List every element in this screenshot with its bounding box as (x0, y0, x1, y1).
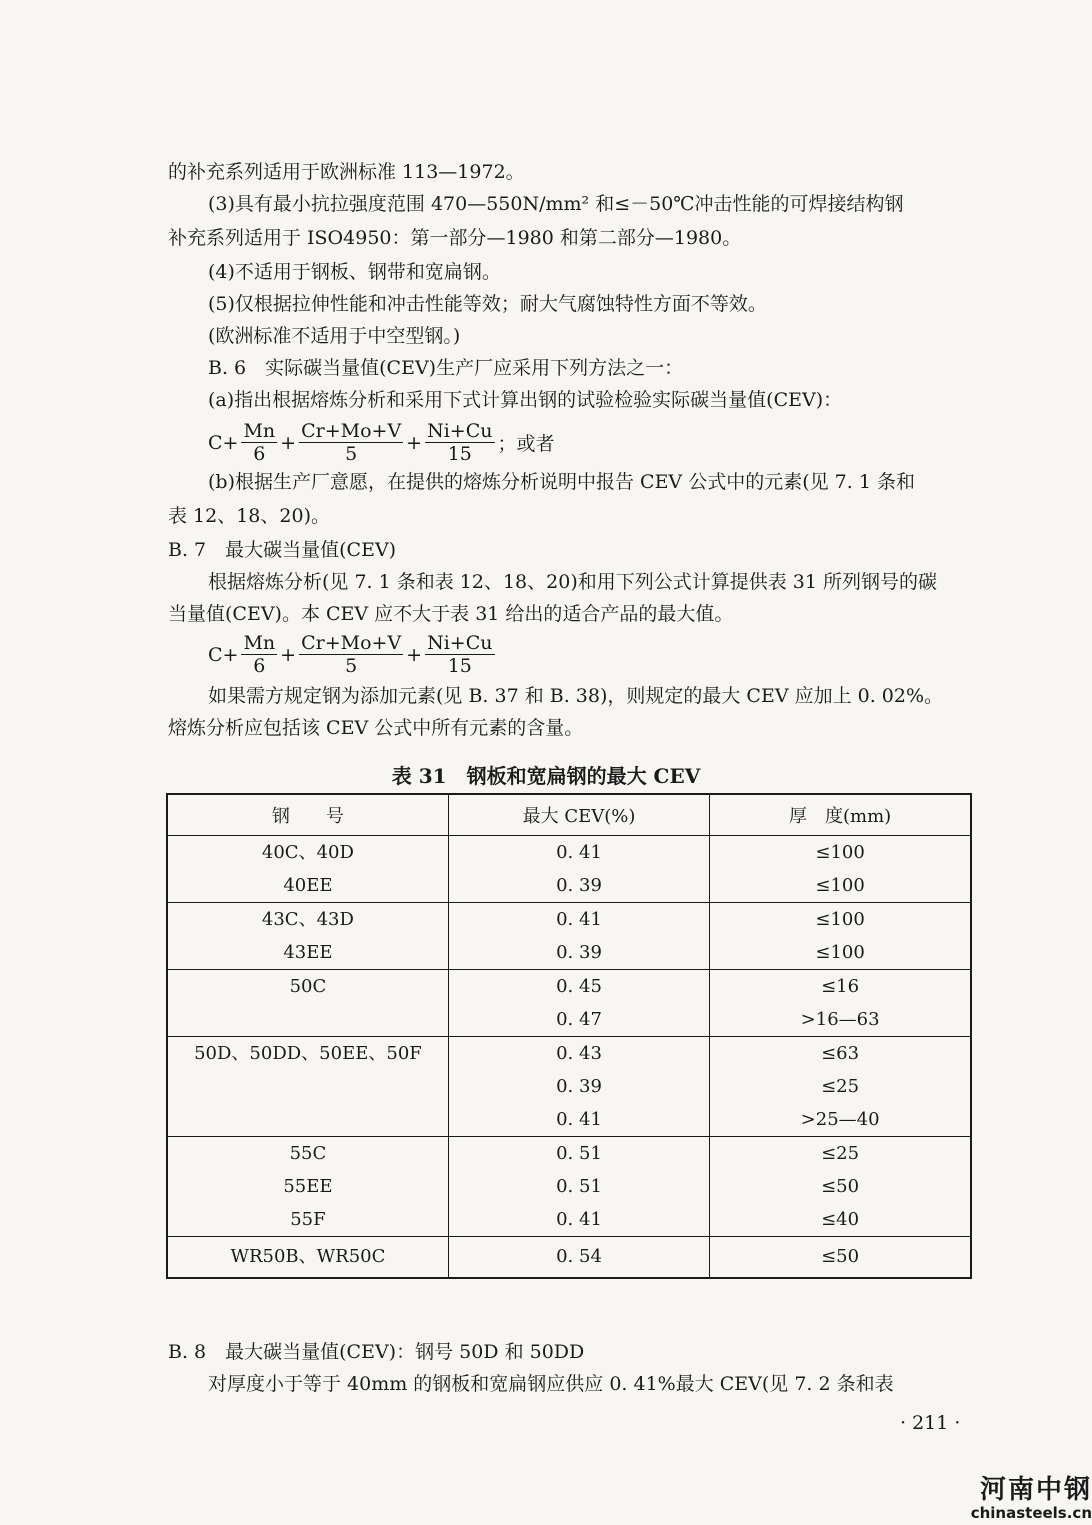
table-row (167, 970, 971, 1037)
thickness-value: >16—63 (800, 1009, 880, 1030)
paragraph-line: (b)根据生产厂意愿，在提供的熔炼分析说明中报告 CEV 公式中的元素(见 7. 1 条和 (208, 471, 915, 493)
grade-text: 50C (289, 976, 327, 997)
cev-value: 0. 39 (556, 875, 602, 896)
formula-fraction-ni (425, 420, 494, 465)
cev-value: 0. 41 (556, 1209, 602, 1230)
cev-value: 0. 54 (556, 1246, 602, 1267)
thickness-value: ≤40 (821, 1209, 860, 1230)
thickness-cell (710, 1037, 971, 1137)
thickness-cell (710, 970, 971, 1037)
formula-suffix: ；或者 (497, 433, 555, 455)
cev-value: 0. 41 (556, 842, 602, 863)
cev-cell (448, 836, 709, 903)
thickness-value: ≤16 (821, 976, 860, 997)
grade-text: 50D、50DD、50EE、50F (194, 1043, 422, 1064)
thickness-cell (710, 1237, 971, 1279)
header-grade: 钢 号 (167, 794, 448, 836)
formula-plus: + (280, 431, 297, 454)
header-max-cev: 最大 CEV(%) (448, 794, 709, 836)
cev-value: 0. 51 (556, 1143, 602, 1164)
thickness-value: ≤63 (821, 1043, 860, 1064)
thickness-value: ≤100 (815, 875, 865, 896)
grade-text: 43EE (283, 942, 333, 963)
paragraph-line: 补充系列适用于 ISO4950：第一部分—1980 和第二部分—1980。 (168, 227, 742, 249)
grade-text (168, 1070, 448, 1103)
cev-value: 0. 41 (556, 1109, 602, 1130)
formula-fraction-ni (425, 632, 494, 677)
formula-fraction-cr (299, 420, 403, 465)
formula-denominator: 6 (253, 655, 266, 677)
thickness-cell (710, 1137, 971, 1237)
grade-text: 55C (289, 1143, 327, 1164)
grade-text: WR50B、WR50C (230, 1246, 386, 1267)
cev-value: 0. 47 (556, 1009, 602, 1030)
cev-cell (448, 903, 709, 970)
grade-text (168, 1003, 448, 1036)
cev-cell (448, 970, 709, 1037)
formula-plus: + (406, 643, 423, 666)
cev-value: 0. 43 (556, 1043, 602, 1064)
watermark-en: chinasteels.cn (970, 1504, 1092, 1522)
grade-cell (167, 1137, 448, 1237)
thickness-cell (710, 903, 971, 970)
section-b6-heading: B. 6 实际碳当量值(CEV)生产厂应采用下列方法之一： (208, 357, 684, 379)
thickness-value: ≤100 (815, 942, 865, 963)
formula-denominator: 5 (345, 443, 358, 465)
formula-c: C+ (208, 643, 239, 666)
formula-numerator: Cr+Mo+V (301, 632, 402, 654)
formula-denominator: 15 (447, 443, 472, 465)
paragraph-line: (a)指出根据熔炼分析和采用下式计算出钢的试验检验实际碳当量值(CEV)： (208, 389, 843, 411)
grade-text: 55F (290, 1209, 326, 1230)
grade-cell (167, 1037, 448, 1137)
formula-numerator: Ni+Cu (427, 632, 493, 654)
paragraph-line: 如果需方规定钢为添加元素(见 B. 37 和 B. 38)，则规定的最大 CEV 应加上 0. 02%。 (208, 685, 944, 707)
thickness-value: ≤25 (821, 1143, 860, 1164)
formula-c: C+ (208, 431, 239, 454)
cev-value: 0. 39 (556, 1076, 602, 1097)
cev-formula-1 (208, 420, 555, 465)
table-row (167, 903, 971, 970)
watermark-logo (942, 1476, 1092, 1522)
formula-numerator: Ni+Cu (427, 420, 493, 442)
cev-cell (448, 1237, 709, 1279)
grade-text (168, 1103, 448, 1136)
thickness-value: ≤50 (821, 1246, 860, 1267)
grade-text: 43C、43D (261, 909, 354, 930)
paragraph-line: 的补充系列适用于欧洲标准 113—1972。 (168, 161, 525, 183)
thickness-cell (710, 836, 971, 903)
cev-value: 0. 45 (556, 976, 602, 997)
cev-cell (448, 1037, 709, 1137)
cev-value: 0. 41 (556, 909, 602, 930)
paragraph-line: (5)仅根据拉伸性能和冲击性能等效；耐大气腐蚀特性方面不等效。 (208, 293, 767, 315)
header-thickness: 厚 度(mm) (710, 794, 971, 836)
formula-plus: + (406, 431, 423, 454)
formula-numerator: Mn (243, 420, 276, 442)
grade-cell (167, 836, 448, 903)
formula-fraction-cr (299, 632, 403, 677)
formula-numerator: Cr+Mo+V (301, 420, 402, 442)
table-row (167, 1037, 971, 1137)
formula-numerator: Mn (243, 632, 276, 654)
paragraph-line: 对厚度小于等于 40mm 的钢板和宽扁钢应供应 0. 41%最大 CEV(见 7. 2 条和表 (208, 1373, 894, 1395)
formula-denominator: 6 (253, 443, 266, 465)
cev-formula-2 (208, 632, 498, 677)
cev-value: 0. 51 (556, 1176, 602, 1197)
cev-cell (448, 1137, 709, 1237)
grade-cell (167, 903, 448, 970)
formula-denominator: 15 (447, 655, 472, 677)
paragraph-line: 表 12、18、20)。 (168, 505, 330, 527)
grade-text: 40EE (283, 875, 333, 896)
thickness-value: ≤25 (821, 1076, 860, 1097)
table-caption: 表 31 钢板和宽扁钢的最大 CEV (391, 764, 701, 788)
cev-table (166, 793, 972, 1279)
paragraph-line: (3)具有最小抗拉强度范围 470—550N/mm² 和≤－50℃冲击性能的可焊接结构钢 (208, 193, 904, 215)
paragraph-line: (欧洲标准不适用于中空型钢。) (208, 325, 461, 347)
grade-cell (167, 1237, 448, 1279)
thickness-value: ≤100 (815, 909, 865, 930)
section-b8-heading: B. 8 最大碳当量值(CEV)：钢号 50D 和 50DD (168, 1341, 585, 1363)
grade-cell (167, 970, 448, 1037)
thickness-value: ≤50 (821, 1176, 860, 1197)
cev-value: 0. 39 (556, 942, 602, 963)
paragraph-line: 根据熔炼分析(见 7. 1 条和表 12、18、20)和用下列公式计算提供表 31 所列钢号的碳 (208, 571, 937, 593)
paragraph-line: 当量值(CEV)。本 CEV 应不大于表 31 给出的适合产品的最大值。 (168, 603, 734, 625)
paragraph-line: 熔炼分析应包括该 CEV 公式中所有元素的含量。 (168, 717, 584, 739)
grade-text: 40C、40D (261, 842, 354, 863)
formula-plus: + (280, 643, 297, 666)
formula-denominator: 5 (345, 655, 358, 677)
thickness-value: >25—40 (800, 1109, 880, 1130)
paragraph-line: (4)不适用于钢板、钢带和宽扁钢。 (208, 261, 501, 283)
table-row (167, 1137, 971, 1237)
page-number: · 211 · (900, 1412, 961, 1434)
formula-fraction-mn (241, 420, 277, 465)
table-row (167, 836, 971, 903)
thickness-value: ≤100 (815, 842, 865, 863)
grade-text: 55EE (283, 1176, 333, 1197)
table-row (167, 1237, 971, 1279)
table-header-row (167, 794, 971, 836)
watermark-cn: 河南中钢 (979, 1475, 1092, 1505)
section-b7-heading: B. 7 最大碳当量值(CEV) (168, 539, 397, 561)
formula-fraction-mn (241, 632, 277, 677)
